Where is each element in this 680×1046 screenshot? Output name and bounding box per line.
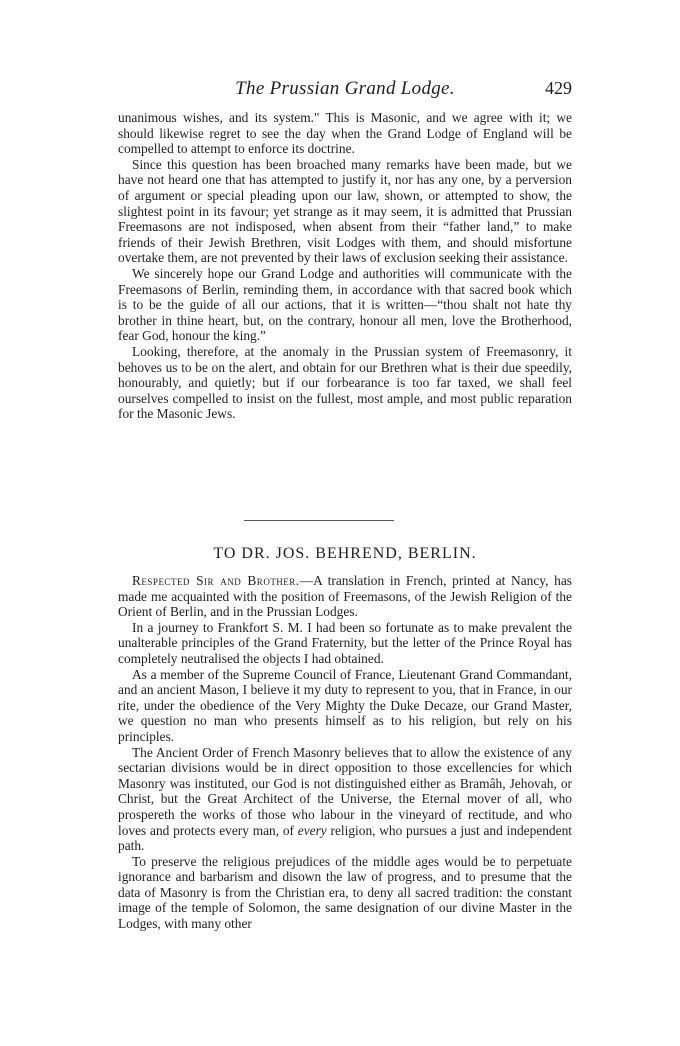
paragraph bbox=[118, 745, 572, 854]
emphasis: every bbox=[297, 822, 327, 838]
running-title: The Prussian Grand Lodge. bbox=[235, 78, 455, 99]
paragraph: We sincerely hope our Grand Lodge and authorities will communicate with the Freemasons of Berlin, reminding them, in accordance with that sacred book which is to be the guide of all our actions, that it is written—“thou shalt not hate thy brother in thine heart, but, on the contrary, honour all men, love the Brotherhood, fear God, honour the king.” bbox=[118, 265, 572, 344]
paragraph: unanimous wishes, and its system." This is Masonic, and we agree with it; we should likewise regret to see the day when the Grand Lodge of England will be compelled to attempt to enforce its doctrine. bbox=[118, 110, 572, 157]
paragraph: As a member of the Supreme Council of France, Lieutenant Grand Commandant, and an ancient Mason, I believe it my duty to represent to you, that in France, in our rite, under the obedience of the Very Mighty the Duke Decaze, our Grand Master, we question no man who presents himself as to his religion, but rely on his principles. bbox=[118, 666, 572, 744]
paragraph: Since this question has been broached many remarks have been made, but we have not heard one that has attempted to justify it, nor has any one, by a perversion of argument or special pleading upon our law, shown, or attempted to show, the slightest point in its favour; yet strange as it may seem, it is admitted that Prussian Freemasons are not indisposed, when absent from their “father land,” to make friends of their Jewish Brethren, visit Lodges with them, and should misfortune overtake them, are not prevented by their laws of exclusion seeking their assistance. bbox=[118, 156, 572, 266]
article-heading: TO DR. JOS. BEHREND, BERLIN. bbox=[213, 545, 477, 562]
section-divider bbox=[244, 520, 394, 521]
paragraph: Looking, therefore, at the anomaly in the Prussian system of Freemasonry, it behoves us to be on the alert, and obtain for our Brethren what is their due speedily, honourably, and quietly; but if our forbearance is too far taxed, we shall feel ourselves compelled to insist on the fullest, most ample, and most public reparation for the Masonic Jews. bbox=[118, 343, 572, 422]
page-number: 429 bbox=[545, 78, 572, 98]
section-1-body bbox=[118, 110, 572, 422]
paragraph: In a journey to Frankfort S. M. I had been so fortunate as to make prevalent the unalterable principles of the Grand Fraternity, but the letter of the Prince Royal has completely neutralised the objects I had obtained. bbox=[118, 619, 572, 666]
paragraph bbox=[118, 573, 572, 620]
salutation: Respected Sir and Brother. bbox=[132, 573, 300, 588]
paragraph-text: religion, who pursues a just and independent path. bbox=[118, 822, 572, 854]
paragraph: To preserve the religious prejudices of the middle ages would be to perpetuate ignorance and barbarism and disown the law of progress, and to presume that the data of Masonry is from the Christian era, to deny all sacred tradition: the constant image of the temple of Solomon, the same designation of our divine Master in the Lodges, with many other bbox=[118, 853, 572, 932]
paragraph-text: —A translation in French, printed at Nancy, has made me acquainted with the position of Freemasons, of the Jewish Religion of the Orient of Berlin, and in the Prussian Lodges. bbox=[118, 573, 572, 620]
paragraph-text: The Ancient Order of French Masonry believes that to allow the existence of any sectarian divisions would be in direct opposition to those excellencies for which Masonry was instituted, our God is not distinguished either as Bramâh, Jehovah, or Christ, but the Great Architect of the Universe, the Eternal mover of all, who prospereth the works of those who labour in the vineyard of rectitude, and who loves and protects every man, of bbox=[118, 744, 572, 838]
running-head bbox=[118, 78, 572, 102]
section-2-body bbox=[118, 573, 572, 932]
